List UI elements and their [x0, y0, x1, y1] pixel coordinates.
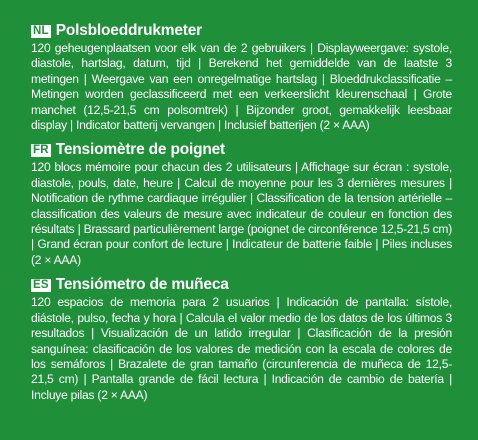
language-badge-fr: FR	[33, 143, 49, 156]
section-title-es: Tensiómetro de muñeca	[55, 276, 229, 294]
section-body-es: 120 espacios de memoria para 2 usuarios | Indicación de pantalla: sístole, diástole, pulso, fecha y hora | Calcula el valor medio de los datos de los últimos 3 resultados | Visualización de un latido irregular | Clasificación de la presión sanguínea: clasificación de los valores de medición con la escala de colores de los semáforos | Brazalete de gran tamaño (circunferencia de muñeca de 12,5-21,5 cm) | Pantalla grande de fácil lectura | Indicación de cambio de batería | Incluye pilas (2 × AAA)	[31, 295, 452, 402]
section-heading	[31, 141, 452, 159]
language-badge-es: ES	[33, 278, 49, 291]
section-es	[31, 276, 452, 403]
section-body-nl: 120 geheugenplaatsen voor elk van de 2 gebruikers | Displayweergave: systole, diastole, hartslag, datum, tijd | Berekend het gemiddelde van de laatste 3 metingen | Weergave van een onregelmatige hartslag | Bloeddrukclassificatie – Metingen worden geclassificeerd met een verkeerslicht kleurenschaal | Grote manchet (12,5-21,5 cm polsomtrek) | Bijzonder groot, gemakkelijk leesbaar display | Indicator batterij vervangen | Inclusief batterijen (2 × AAA)	[31, 41, 452, 133]
section-heading	[31, 22, 452, 40]
section-fr	[31, 141, 452, 268]
section-body-fr: 120 blocs mémoire pour chacun des 2 utilisateurs | Affichage sur écran : systole, diastole, pouls, date, heure | Calcul de moyenne pour les 3 dernières mesures | Notification de rythme cardiaque irrégulier | Classification de la tension artérielle – classification des valeurs de mesure avec indicateur de couleur en fonction des résultats | Brassard particulièrement large (poignet de circonférence 12,5-21,5 cm) | Grand écran pour confort de lecture | Indicateur de batterie faible | Piles incluses (2 × AAA)	[31, 160, 452, 267]
section-heading	[31, 276, 452, 294]
section-title-fr: Tensiomètre de poignet	[55, 141, 226, 159]
section-title-nl: Polsbloeddrukmeter	[55, 22, 203, 39]
language-badge-nl: NL	[33, 24, 49, 37]
section-nl	[31, 22, 452, 133]
